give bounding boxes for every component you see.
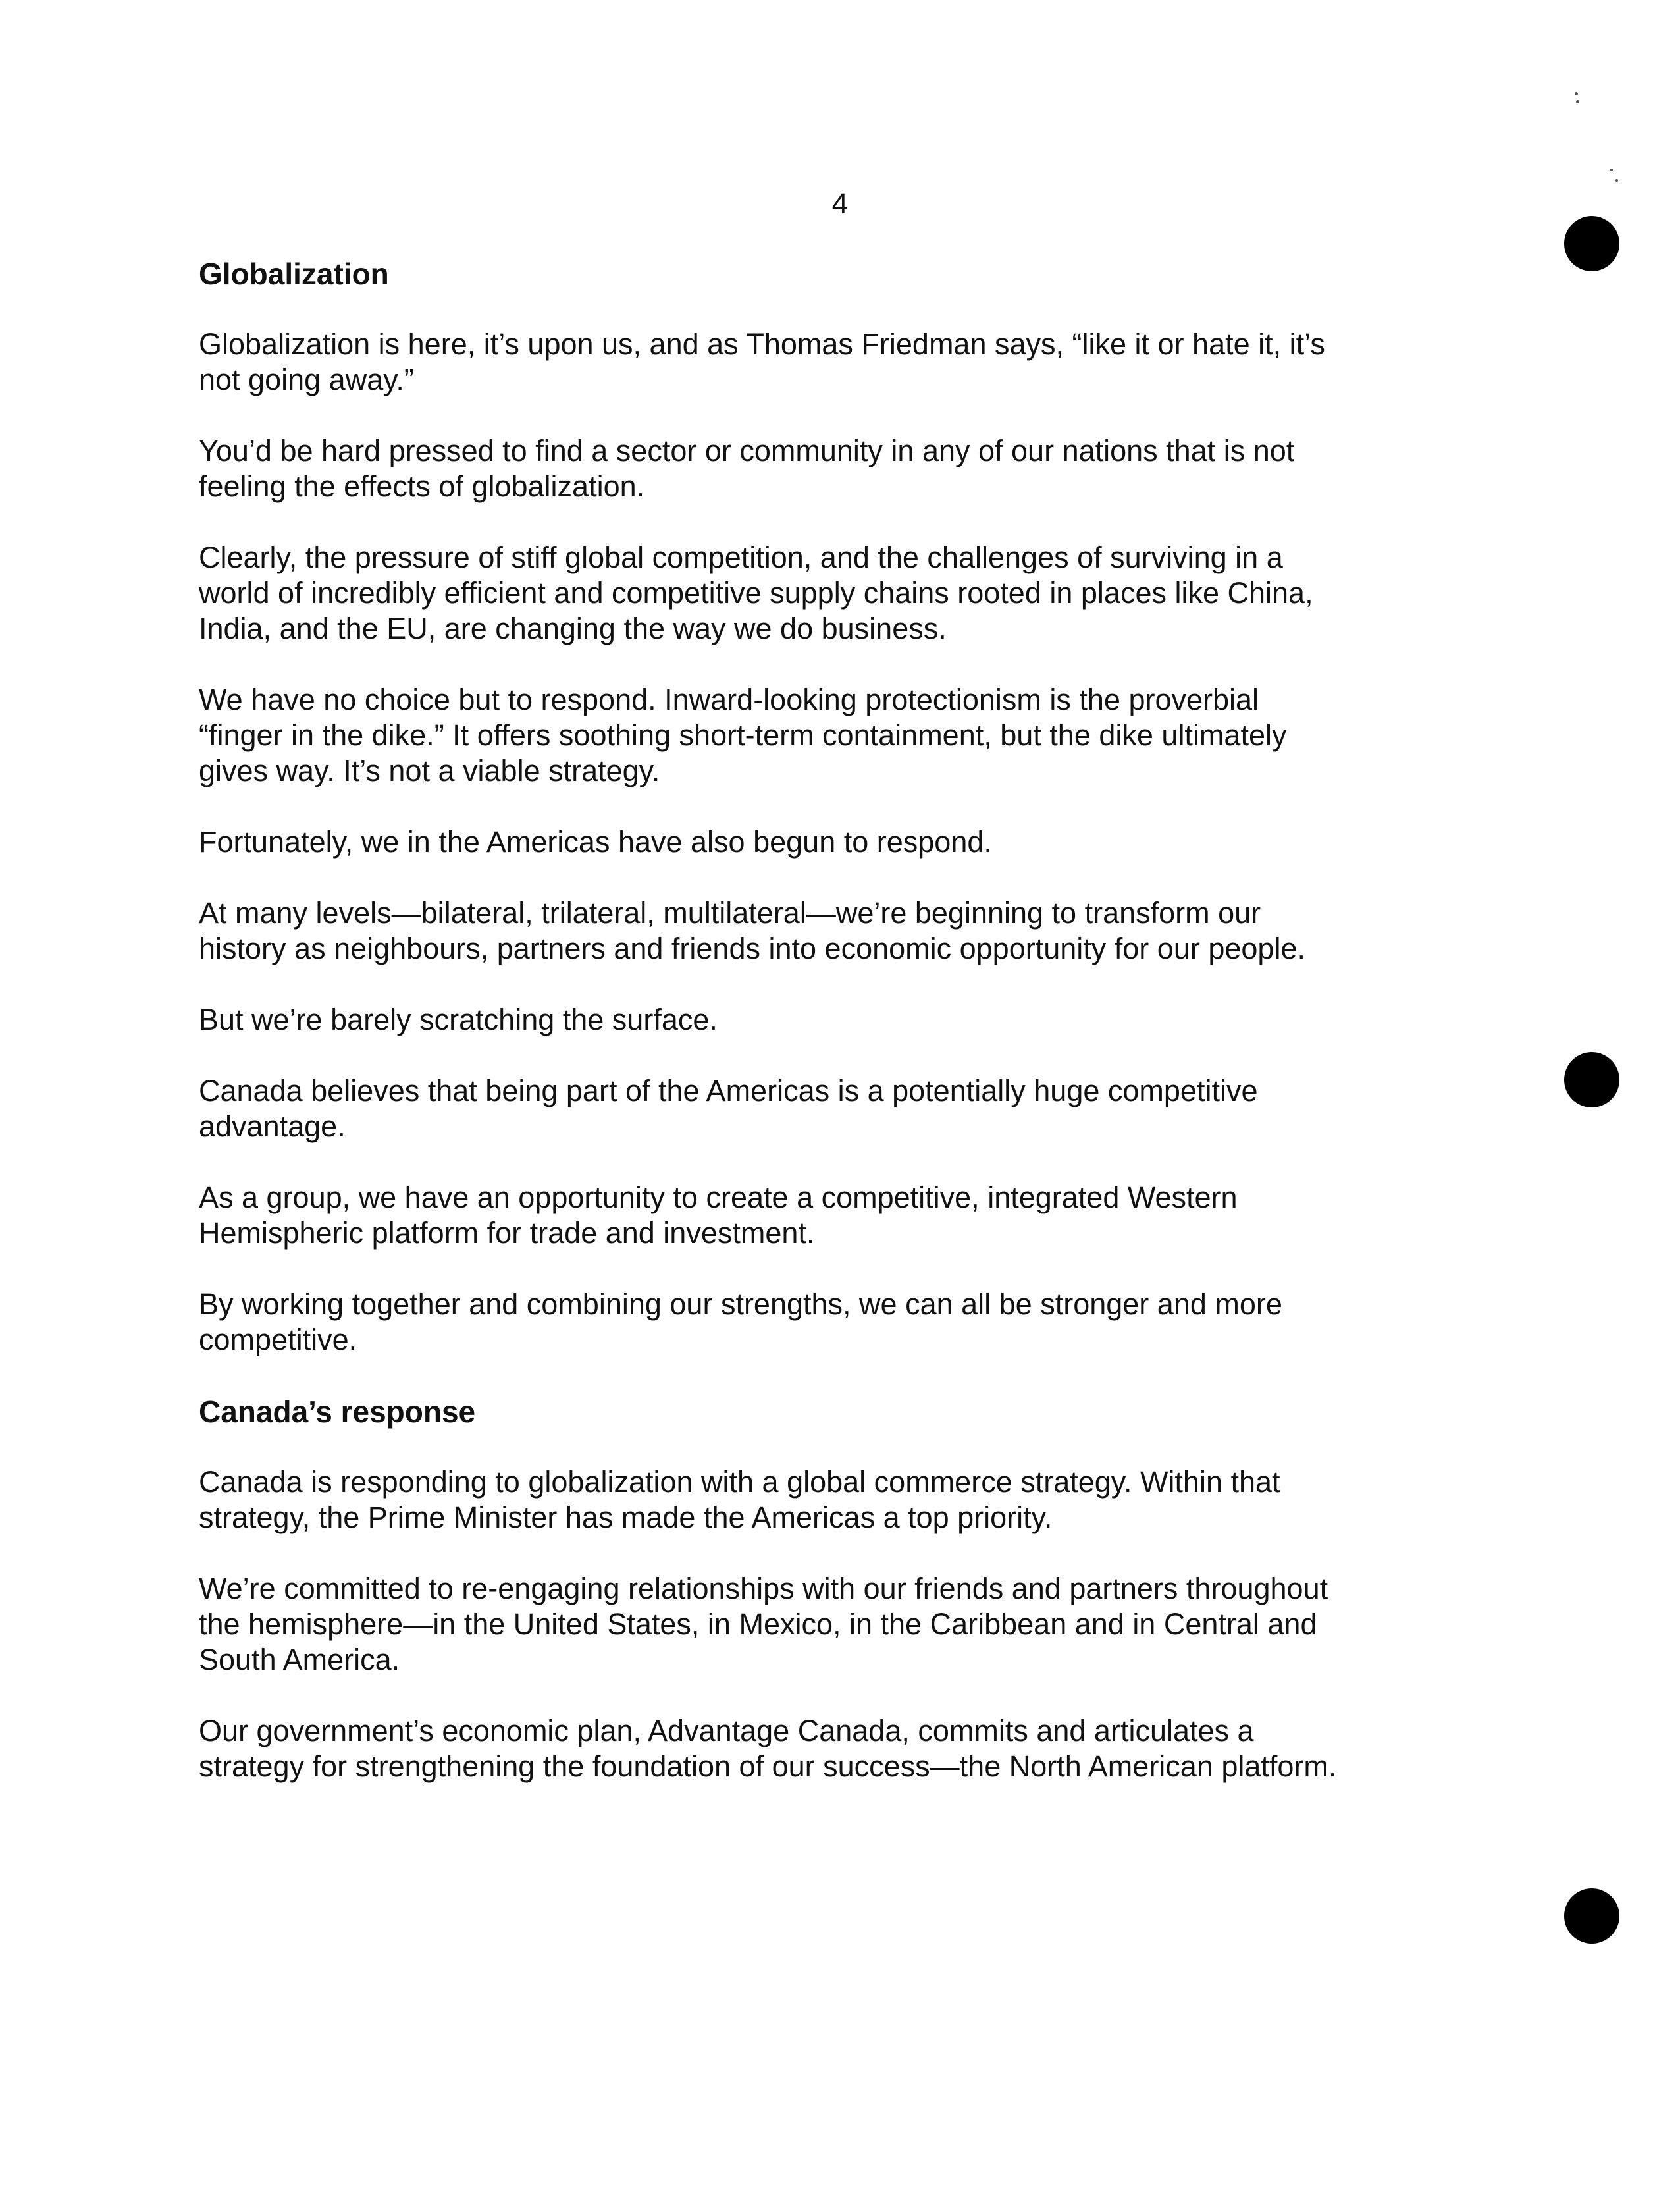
paragraph: Our government’s economic plan, Advantage Canada, commits and articulates a strategy for strengthening the foundation of our success—the North American platform. xyxy=(199,1714,1337,1783)
paragraph: Clearly, the pressure of stiff global competition, and the challenges of surviving in a world of incredibly efficient and competitive supply chains rooted in places like China, India, and the EU, are changing the way we do business. xyxy=(199,541,1313,645)
paragraph: Canada believes that being part of the Americas is a potentially huge competitive advantage. xyxy=(199,1074,1258,1143)
document-body xyxy=(199,255,1489,1820)
punch-hole-mark xyxy=(1564,1888,1619,1944)
paragraph: At many levels—bilateral, trilateral, multilateral—we’re beginning to transform our history as neighbours, partners and friends into economic opportunity for our people. xyxy=(199,896,1305,965)
scan-speck xyxy=(1575,92,1578,95)
paragraph: We have no choice but to respond. Inward-looking protectionism is the proverbial “finger in the dike.” It offers soothing short-term containment, but the dike ultimately gives way. It’s not a viable strategy. xyxy=(199,683,1287,787)
section-heading-globalization: Globalization xyxy=(199,257,389,291)
paragraph: Globalization is here, it’s upon us, and as Thomas Friedman says, “like it or hate it, it’s not going away.” xyxy=(199,327,1325,396)
paragraph: But we’re barely scratching the surface. xyxy=(199,1003,718,1036)
paragraph: We’re committed to re-engaging relationships with our friends and partners throughout the hemisphere—in the United States, in Mexico, in the Caribbean and in Central and South America. xyxy=(199,1572,1328,1676)
paragraph: Fortunately, we in the Americas have also begun to respond. xyxy=(199,825,992,859)
section-heading-canadas-response: Canada’s response xyxy=(199,1395,476,1429)
scan-speck xyxy=(1615,179,1618,182)
punch-hole-mark xyxy=(1564,216,1619,271)
scan-speck xyxy=(1610,169,1613,171)
punch-hole-mark xyxy=(1564,1052,1619,1107)
paragraph: By working together and combining our strengths, we can all be stronger and more competitive. xyxy=(199,1287,1282,1356)
paragraph: You’d be hard pressed to find a sector or community in any of our nations that is not feeling the effects of globalization. xyxy=(199,434,1295,503)
paragraph: Canada is responding to globalization with a global commerce strategy. Within that strategy, the Prime Minister has made the Americas a top priority. xyxy=(199,1465,1280,1534)
paragraph: As a group, we have an opportunity to create a competitive, integrated Western Hemispheric platform for trade and investment. xyxy=(199,1181,1238,1250)
scan-speck xyxy=(1576,100,1579,103)
page-number: 4 xyxy=(831,188,849,220)
